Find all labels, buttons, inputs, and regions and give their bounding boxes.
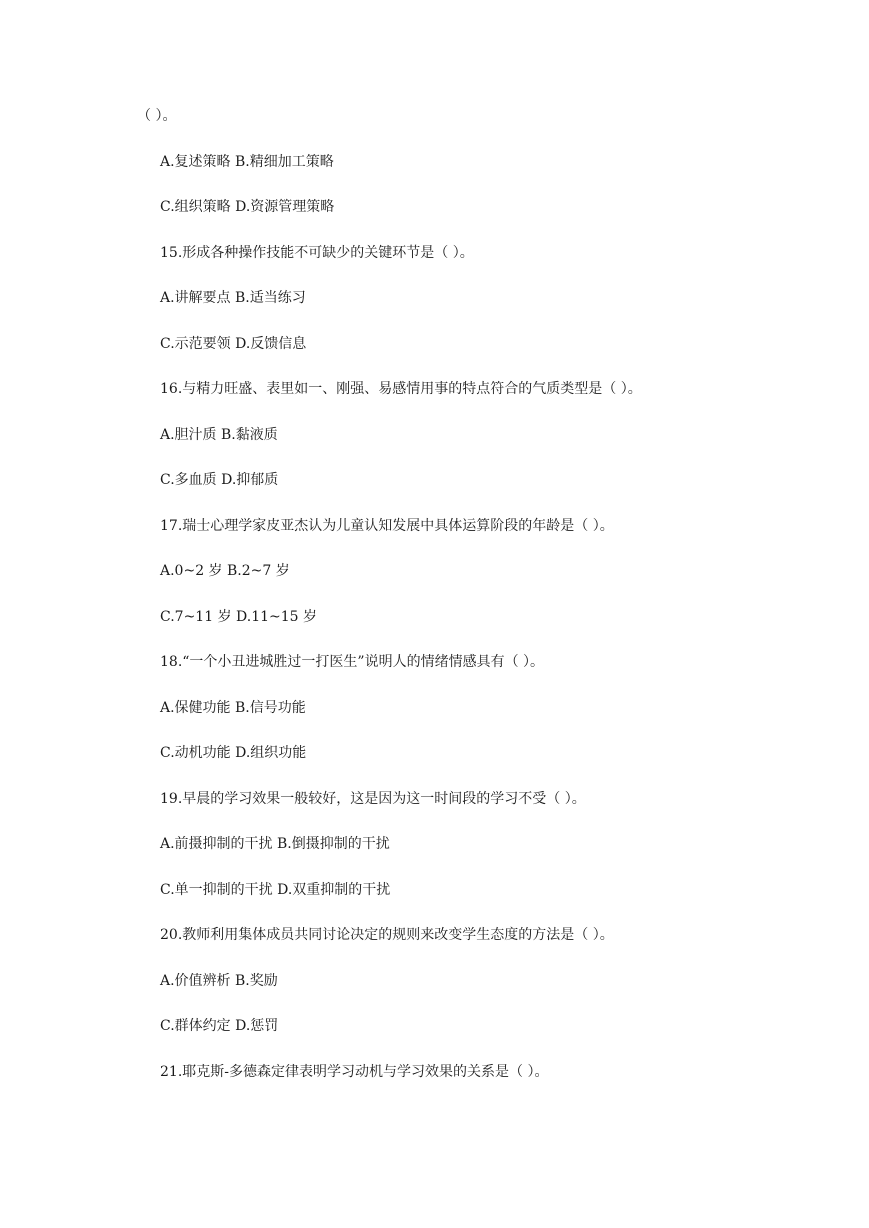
option-line: A.讲解要点 B.适当练习	[160, 290, 306, 306]
option-line: A.保健功能 B.信号功能	[160, 700, 306, 716]
question-continuation: （ ）。	[137, 108, 177, 124]
question-15: 15.形成各种操作技能不可缺少的关键环节是（ ）。	[160, 245, 474, 261]
question-16: 16.与精力旺盛、表里如一、刚强、易感情用事的特点符合的气质类型是（ ）。	[160, 381, 642, 397]
option-line: A.复述策略 B.精细加工策略	[160, 154, 334, 170]
option-line: A.前摄抑制的干扰 B.倒摄抑制的干扰	[160, 836, 390, 852]
option-line: C.群体约定 D.惩罚	[160, 1018, 279, 1034]
option-line: C.单一抑制的干扰 D.双重抑制的干扰	[160, 882, 391, 898]
option-line: A.价值辨析 B.奖励	[160, 973, 278, 989]
question-20: 20.教师利用集体成员共同讨论决定的规则来改变学生态度的方法是（ ）。	[160, 927, 614, 943]
option-line: C.多血质 D.抑郁质	[160, 472, 279, 488]
option-line: A.0~2 岁 B.2~7 岁	[160, 563, 290, 579]
option-line: C.7~11 岁 D.11~15 岁	[160, 609, 318, 625]
option-line: C.动机功能 D.组织功能	[160, 745, 307, 761]
question-18: 18.“一个小丑进城胜过一打医生”说明人的情绪情感具有（ ）。	[160, 654, 545, 670]
question-19: 19.早晨的学习效果一般较好，这是因为这一时间段的学习不受（ ）。	[160, 791, 586, 807]
question-17: 17.瑞士心理学家皮亚杰认为儿童认知发展中具体运算阶段的年龄是（ ）。	[160, 518, 614, 534]
question-21: 21.耶克斯-多德森定律表明学习动机与学习效果的关系是（ ）。	[160, 1064, 549, 1080]
option-line: C.示范要领 D.反馈信息	[160, 336, 307, 352]
option-line: A.胆汁质 B.黏液质	[160, 427, 278, 443]
option-line: C.组织策略 D.资源管理策略	[160, 199, 335, 215]
